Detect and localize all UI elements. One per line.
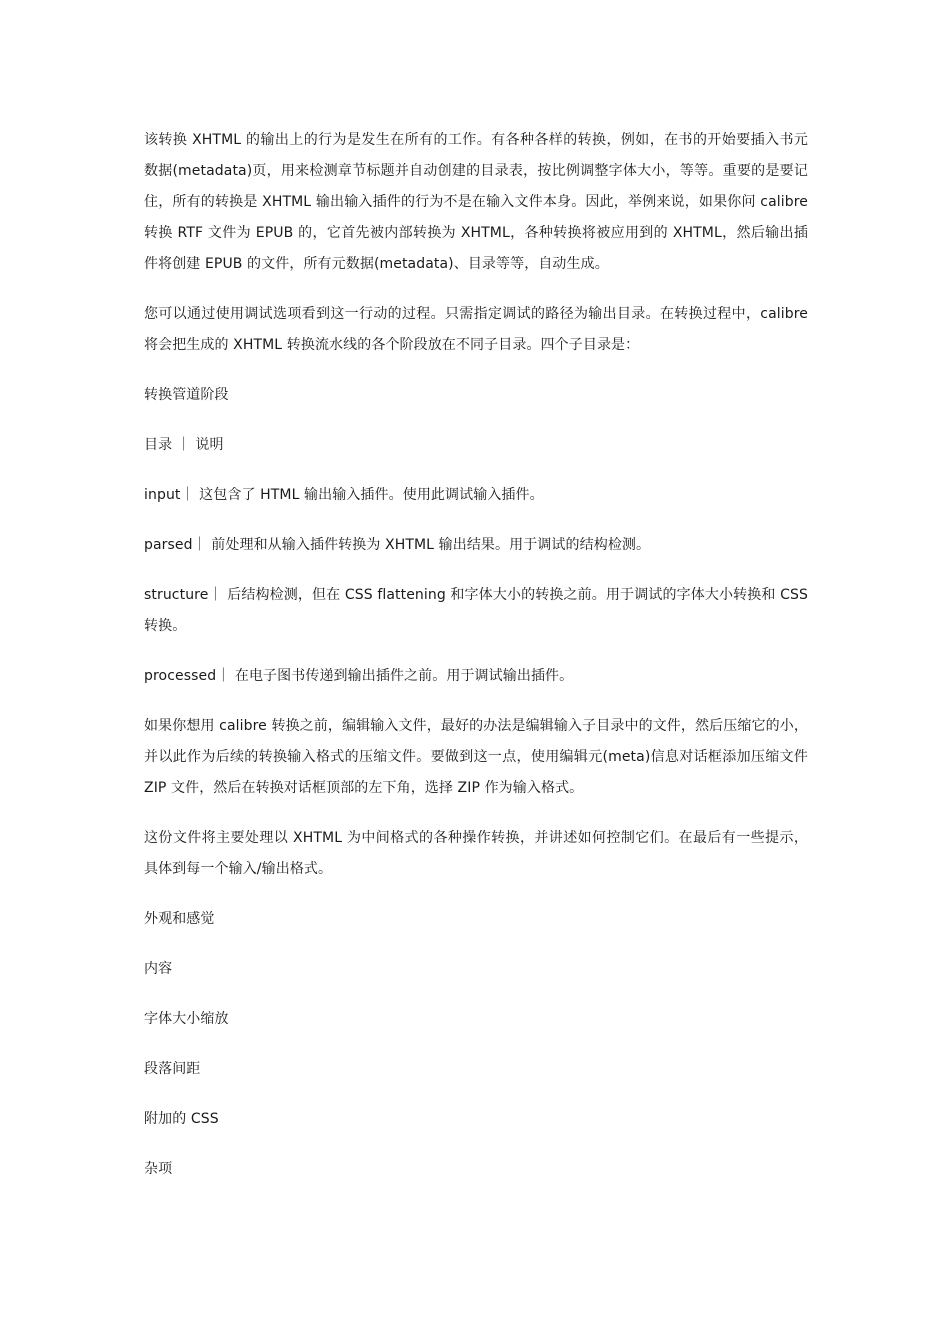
stage-processed: processed｜ 在电子图书传递到输出插件之前。用于调试输出插件。	[144, 668, 574, 684]
section-paragraph-spacing: 段落间距	[144, 1061, 201, 1077]
document-body	[144, 125, 808, 1204]
section-font-scaling: 字体大小缩放	[144, 1011, 229, 1027]
table-header-row: 目录 ｜ 说明	[144, 437, 224, 453]
paragraph-transforms-intro: 该转换 XHTML 的输出上的行为是发生在所有的工作。有各种各样的转换，例如，在书的开始要插入书元数据(metadata)页，用来检测章节标题并自动创建的目录表，按比例调整字体大小，等等。重要的是要记住，所有的转换是 XHTML 输出输入插件的行为不是在输入文件本身。因此，举例来说，如果你问 calibre 转换 RTF 文件为 EPUB 的，它首先被内部转换为 XHTML，各种转换将被应用到的 XHTML，然后输出插件将创建 EPUB 的文件，所有元数据(metadata)、目录等等，自动生成。	[144, 132, 808, 272]
stage-parsed: parsed｜ 前处理和从输入插件转换为 XHTML 输出结果。用于调试的结构检测。	[144, 537, 651, 553]
heading-pipeline-stages: 转换管道阶段	[144, 387, 229, 403]
paragraph-document-scope: 这份文件将主要处理以 XHTML 为中间格式的各种操作转换，并讲述如何控制它们。在最后有一些提示，具体到每一个输入/输出格式。	[144, 830, 808, 877]
stage-structure: structure｜ 后结构检测，但在 CSS flattening 和字体大小的转换之前。用于调试的字体大小转换和 CSS 转换。	[144, 587, 808, 634]
paragraph-debug-option: 您可以通过使用调试选项看到这一行动的过程。只需指定调试的路径为输出目录。在转换过程中，calibre 将会把生成的 XHTML 转换流水线的各个阶段放在不同子目录。四个子目录是：	[144, 306, 808, 353]
section-look-and-feel: 外观和感觉	[144, 911, 215, 927]
section-content: 内容	[144, 961, 173, 977]
section-extra-css: 附加的 CSS	[144, 1111, 219, 1127]
paragraph-edit-input: 如果你想用 calibre 转换之前，编辑输入文件，最好的办法是编辑输入子目录中的文件，然后压缩它的小，并以此作为后续的转换输入格式的压缩文件。要做到这一点，使用编辑元(meta)信息对话框添加压缩文件 ZIP 文件，然后在转换对话框顶部的左下角，选择 ZIP 作为输入格式。	[144, 718, 808, 796]
section-misc: 杂项	[144, 1161, 173, 1177]
stage-input: input｜ 这包含了 HTML 输出输入插件。使用此调试输入插件。	[144, 487, 544, 503]
